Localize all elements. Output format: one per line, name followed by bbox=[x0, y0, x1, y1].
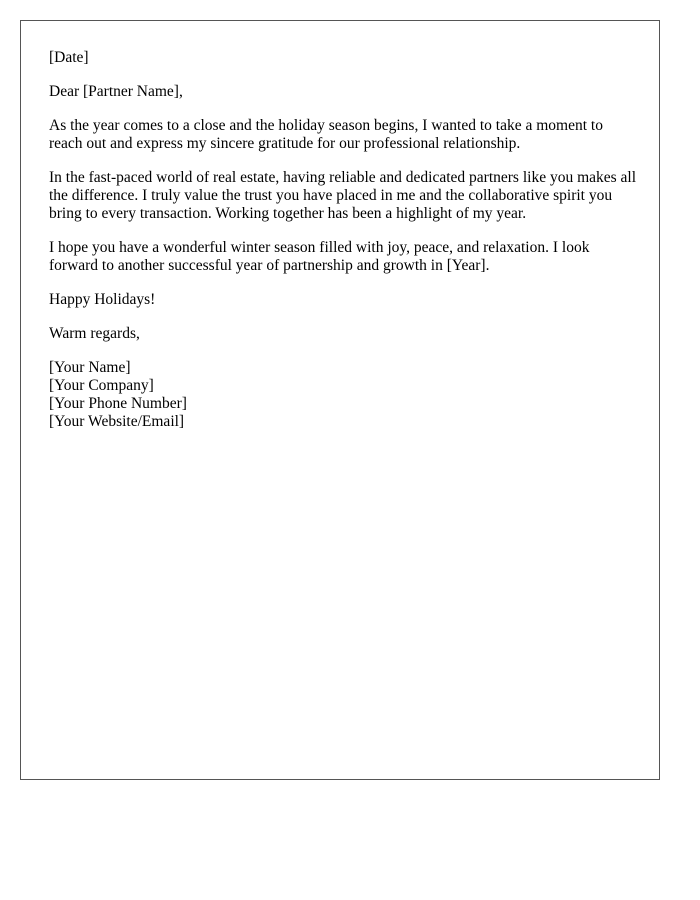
letter-closing: Warm regards, bbox=[49, 325, 140, 342]
signature-block bbox=[49, 359, 639, 431]
signature-name: [Your Name] bbox=[49, 359, 131, 376]
letter-paragraph-3: I hope you have a wonderful winter season filled with joy, peace, and relaxation. I look forward to another successful year of partnership and growth in [Year]. bbox=[49, 239, 590, 274]
letter-date: [Date] bbox=[49, 49, 89, 66]
signature-company: [Your Company] bbox=[49, 377, 154, 394]
letter-greeting: Happy Holidays! bbox=[49, 291, 156, 308]
letter-paragraph-2: In the fast-paced world of real estate, having reliable and dedicated partners like you makes all the difference. I truly value the trust you have placed in me and the collaborative spirit you bring to every transaction. Working together has been a highlight of my year. bbox=[49, 169, 637, 222]
signature-contact: [Your Website/Email] bbox=[49, 413, 185, 430]
letter-paragraph-1: As the year comes to a close and the holiday season begins, I wanted to take a moment to reach out and express my sincere gratitude for our professional relationship. bbox=[49, 117, 603, 152]
letter-page bbox=[20, 20, 660, 780]
signature-phone: [Your Phone Number] bbox=[49, 395, 187, 412]
letter-body bbox=[49, 49, 639, 431]
letter-salutation: Dear [Partner Name], bbox=[49, 83, 183, 100]
